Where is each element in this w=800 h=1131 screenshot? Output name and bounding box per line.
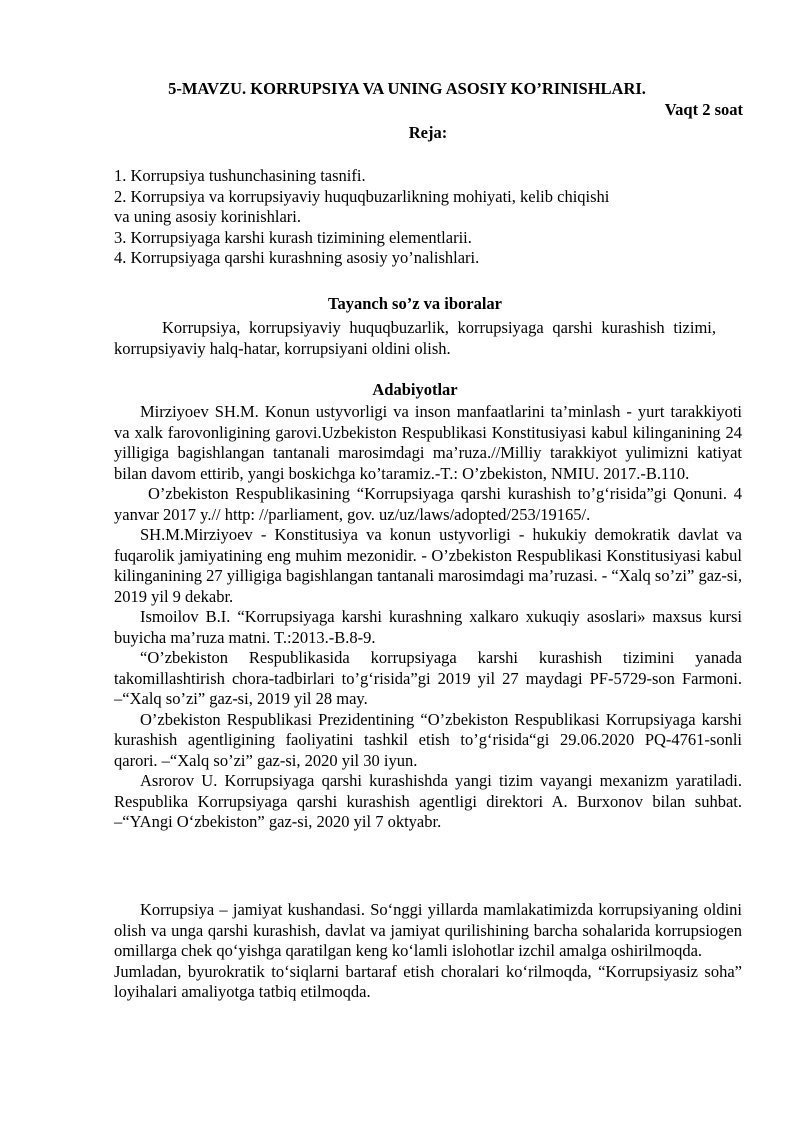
duration-label: Vaqt 2 soat [664,100,743,119]
topic-title: 5-MAVZU. KORRUPSIYA VA UNING ASOSIY KO’RINISHLARI. [168,79,646,98]
plan-item: 1. Korrupsiya tushunchasining tasnifi. [114,166,366,185]
body-paragraph: Korrupsiya – jamiyat kushandasi. So‘nggi yillarda mamlakatimizda korrupsiyaning oldini olish va unga qarshi kurashish, davlat va jamiyat qurilishining barcha sohalarida korrupsiogen omillarga chek qo‘yishga qaratilgan keng ko‘lamli islohotlar izchil amalga oshirilmoqda. [114,900,742,960]
body-paragraph: Jumladan, byurokratik to‘siqlarni bartaraf etish choralari ko‘rilmoqda, “Korrupsiyasiz soha” loyihalari amaliyotga tatbiq etilmoqda. [114,961,742,1001]
literature-item: Ismoilov B.I. “Korrupsiyaga karshi kurashning xalkaro xukuqiy asoslari» maxsus kursi buyicha ma’ruza matni. T.:2013.-B.8-9. [114,607,742,647]
literature-item: SH.M.Mirziyoev - Konstitusiya va konun ustyvorligi - hukukiy demokratik davlat va fuqarolik jamiyatining eng muhim mezonidir. - O’zbekiston Respublikasi Konstitusiyasi kabul kilinganining 27 yilligiga bagishlangan tantanali marosimdagi ma’ruzasi. - “Xalq so’zi” gaz-si, 2019 yil 9 dekabr. [114,525,742,606]
literature-item: Asrorov U. Korrupsiyaga qarshi kurashishda yangi tizim vayangi mexanizm yaratiladi. Respublika Korrupsiyaga qarshi kurashish agentligi direktori A. Burxonov bilan suhbat. –“YAngi O‘zbekiston” gaz-si, 2020 yil 7 oktyabr. [114,771,742,831]
literature-item: O’zbekiston Respublikasi Prezidentining “O’zbekiston Respublikasi Korrupsiyaga karshi kurashish agentligining faoliyatini tashkil etish to’g‘risida“gi 29.06.2020 PQ-4761-sonli qarori. –“Xalq so’zi” gaz-si, 2020 yil 30 iyun. [114,709,742,770]
plan-item: va uning asosiy korinishlari. [114,207,301,226]
literature-item: O’zbekiston Respublikasining “Korrupsiyaga qarshi kurashish to’g‘risida”gi Qonuni. 4 yanvar 2017 y.// http: //parliament, gov. uz/uz/laws/adopted/253/19165/. [114,484,742,524]
literature-item: Mirziyoev SH.M. Konun ustyvorligi va inson manfaatlarini ta’minlash - yurt tarakkiyoti va xalk farovonligining garovi.Uzbekiston Respublikasi Konstitusiyasi kabul kilinganining 24 yilligiga bagishlangan tantanali marosimdagi ma’ruza.//Milliy tarakkiyot yulimizni katiyat bilan davom ettirib, yangi boskichga ko’taramiz.-T.: O’zbekiston, NMIU. 2017.-B.110. [114,402,742,483]
keywords-text: Korrupsiya, korrupsiyaviy huquqbuzarlik, korrupsiyaga qarshi kurashish tizimi, korrupsiyaviy halq-hatar, korrupsiyani oldini olish. [114,318,716,358]
body-text [114,900,742,1003]
keywords-heading: Tayanch so’z va iboralar [327,294,503,313]
plan-item: 4. Korrupsiyaga qarshi kurashning asosiy yo’nalishlari. [114,248,480,267]
literature-item: “O’zbekiston Respublikasida korrupsiyaga karshi kurashish tizimini yanada takomillashtirish chora-tadbirlari to’g‘risida”gi 2019 yil 27 maydagi PF-5729-son Farmoni. –“Xalq so’zi” gaz-si, 2019 yil 28 may. [114,648,742,708]
plan-heading: Reja: [408,123,448,142]
plan-item: 3. Korrupsiyaga karshi kurash tizimining elementlarii. [114,227,472,247]
literature-list [114,402,742,833]
plan-item: 2. Korrupsiya va korrupsiyaviy huquqbuzarlikning mohiyati, kelib chiqishi [114,186,610,206]
literature-heading: Adabiyotlar [372,380,458,399]
plan-list [114,166,744,269]
